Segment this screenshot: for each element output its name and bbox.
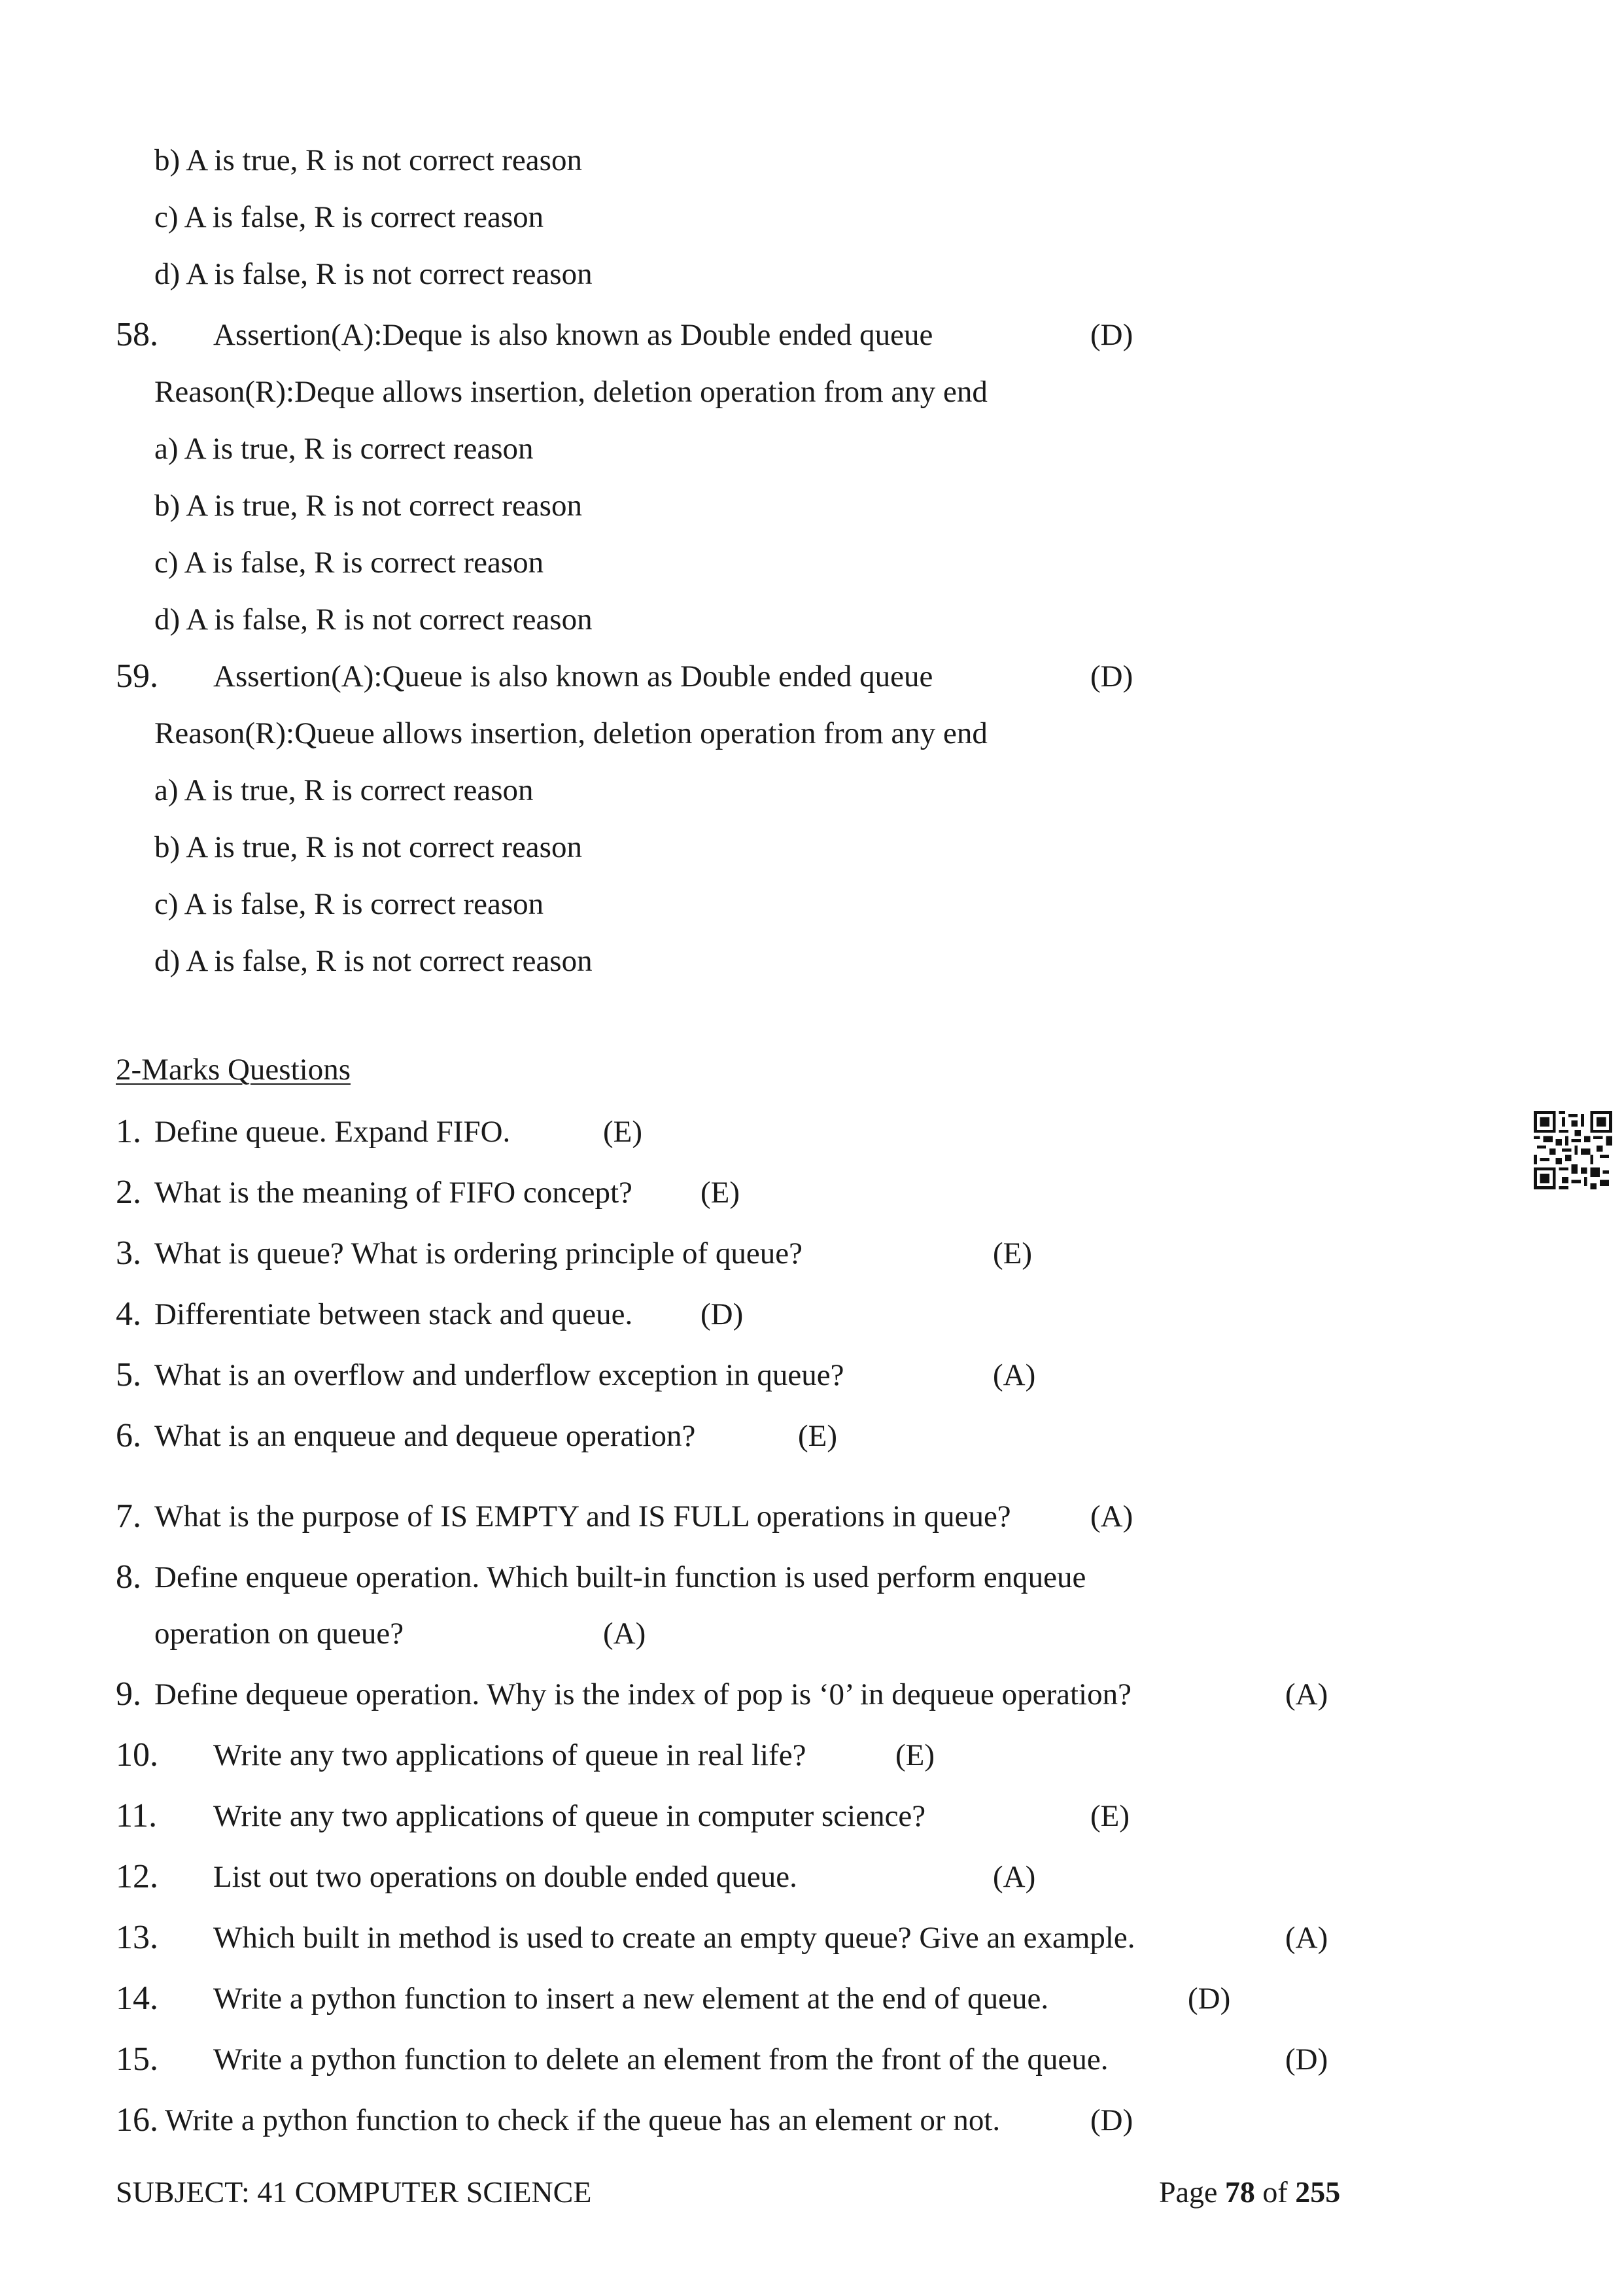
q2m-11-text: Write any two applications of queue in computer science? (213, 1799, 926, 1833)
q2m-15-text: Write a python function to delete an element from the front of the queue. (213, 2042, 1109, 2076)
q58-assertion: Assertion(A):Deque is also known as Double ended queue (213, 318, 933, 352)
q59-option-b: b) A is true, R is not correct reason (154, 830, 582, 864)
q2m-3-number: 3. (116, 1235, 141, 1272)
q2m-14-level: (D) (1188, 1982, 1231, 2016)
q2m-2-level: (E) (700, 1176, 740, 1210)
q2m-5-number: 5. (116, 1356, 141, 1393)
q2m-15-level: (D) (1285, 2042, 1328, 2076)
q2m-1-number: 1. (116, 1113, 141, 1150)
q2m-2-text: What is the meaning of FIFO concept? (154, 1176, 632, 1210)
q2m-12-level: (A) (993, 1860, 1036, 1894)
q58-level: (D) (1090, 318, 1133, 352)
q2m-7-text: What is the purpose of IS EMPTY and IS FULL operations in queue? (154, 1499, 1011, 1533)
footer-page-of: of (1262, 2175, 1288, 2209)
q2m-5-text: What is an overflow and underflow exception in queue? (154, 1358, 844, 1392)
q58-number: 58. (116, 316, 158, 353)
q2m-10-number: 10. (116, 1736, 158, 1774)
q2m-1-level: (E) (603, 1115, 643, 1149)
q2m-5-level: (A) (993, 1358, 1036, 1392)
q58-reason: Reason(R):Deque allows insertion, deletion operation from any end (154, 375, 988, 409)
footer-subject: SUBJECT: 41 COMPUTER SCIENCE (116, 2175, 592, 2209)
q2m-7-number: 7. (116, 1498, 141, 1535)
q2m-13-level: (A) (1285, 1921, 1328, 1955)
q2m-6-text: What is an enqueue and dequeue operation? (154, 1419, 696, 1453)
q58-option-c: c) A is false, R is correct reason (154, 546, 544, 580)
q57-option-d: d) A is false, R is not correct reason (154, 257, 593, 291)
q2m-12-number: 12. (116, 1858, 158, 1895)
q2m-14-number: 14. (116, 1980, 158, 2017)
q2m-8-text-cont: operation on queue? (154, 1617, 404, 1651)
q2m-2-number: 2. (116, 1174, 141, 1211)
q2m-8-level: (A) (603, 1617, 646, 1651)
q2m-9-number: 9. (116, 1675, 141, 1713)
q2m-12-text: List out two operations on double ended queue. (213, 1860, 797, 1894)
q58-option-b: b) A is true, R is not correct reason (154, 489, 582, 523)
q2m-8-text: Define enqueue operation. Which built-in function is used perform enqueue (154, 1560, 1086, 1594)
q59-option-a: a) A is true, R is correct reason (154, 773, 534, 807)
q59-number: 59. (116, 657, 158, 695)
q2m-14-text: Write a python function to insert a new element at the end of queue. (213, 1982, 1049, 2016)
q2m-3-level: (E) (993, 1236, 1033, 1270)
footer-page-number: 78 (1224, 2175, 1255, 2209)
q59-option-c: c) A is false, R is correct reason (154, 887, 544, 921)
q2m-1-text: Define queue. Expand FIFO. (154, 1115, 511, 1149)
q59-level: (D) (1090, 659, 1133, 693)
q57-option-c: c) A is false, R is correct reason (154, 200, 544, 234)
q59-option-d: d) A is false, R is not correct reason (154, 944, 593, 978)
q59-reason: Reason(R):Queue allows insertion, deletion operation from any end (154, 716, 988, 750)
footer-page-prefix: Page (1159, 2175, 1218, 2209)
q2m-13-text: Which built in method is used to create an empty queue? Give an example. (213, 1921, 1135, 1955)
q58-option-d: d) A is false, R is not correct reason (154, 603, 593, 637)
q2m-9-level: (A) (1285, 1677, 1328, 1711)
q2m-3-text: What is queue? What is ordering principle of queue? (154, 1236, 803, 1270)
q2m-10-level: (E) (895, 1738, 935, 1772)
q2m-4-level: (D) (700, 1297, 744, 1331)
q2m-7-level: (A) (1090, 1499, 1133, 1533)
q58-option-a: a) A is true, R is correct reason (154, 432, 534, 466)
footer-page-indicator (1159, 2177, 1340, 2207)
section-heading: 2-Marks Questions (116, 1053, 351, 1087)
q2m-15-number: 15. (116, 2041, 158, 2078)
q2m-4-text: Differentiate between stack and queue. (154, 1297, 633, 1331)
q2m-11-level: (E) (1090, 1799, 1130, 1833)
q2m-10-text: Write any two applications of queue in real life? (213, 1738, 806, 1772)
qr-code-icon (1534, 1111, 1612, 1189)
q59-assertion: Assertion(A):Queue is also known as Double ended queue (213, 659, 933, 693)
q2m-11-number: 11. (116, 1797, 158, 1834)
q2m-16-text: Write a python function to check if the queue has an element or not. (165, 2103, 1001, 2137)
footer-page-total: 255 (1295, 2175, 1341, 2209)
q2m-16-level: (D) (1090, 2103, 1133, 2137)
q2m-4-number: 4. (116, 1295, 141, 1333)
q2m-6-level: (E) (798, 1419, 838, 1453)
q2m-16-number: 16. (116, 2101, 158, 2139)
q2m-6-number: 6. (116, 1417, 141, 1454)
q57-option-b: b) A is true, R is not correct reason (154, 143, 582, 177)
q2m-9-text: Define dequeue operation. Why is the index of pop is ‘0’ in dequeue operation? (154, 1677, 1132, 1711)
q2m-8-number: 8. (116, 1558, 141, 1596)
q2m-13-number: 13. (116, 1919, 158, 1956)
